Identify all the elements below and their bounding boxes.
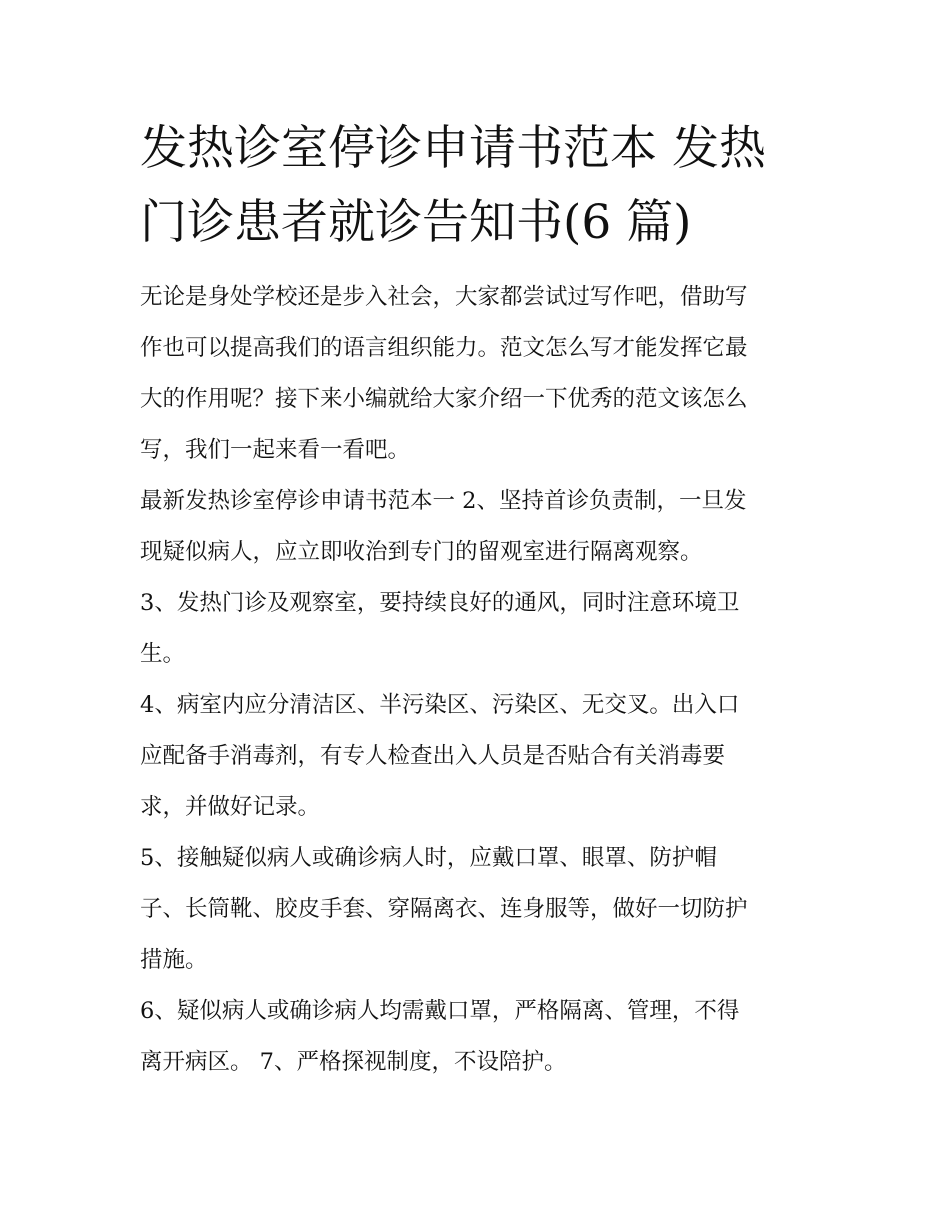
text-line: 离开病区。 7、严格探视制度，不设陪护。 bbox=[140, 1049, 567, 1075]
title-line: 门诊患者就诊告知书(6 篇) bbox=[140, 195, 692, 250]
text-line: 现疑似病人，应立即收治到专门的留观室进行隔离观察。 bbox=[140, 539, 703, 565]
text-line: 作也可以提高我们的语言组织能力。范文怎么写才能发挥它最 bbox=[140, 335, 748, 361]
text-line: 3、发热门诊及观察室，要持续良好的通风，同时注意环境卫 bbox=[140, 590, 740, 616]
title-line: 发热诊室停诊申请书范本 发热 bbox=[140, 121, 766, 176]
item-paragraph-2 bbox=[140, 476, 816, 578]
text-line: 最新发热诊室停诊申请书范本一 2、坚持首诊负责制，一旦发 bbox=[140, 488, 747, 514]
text-line: 4、病室内应分清洁区、半污染区、污染区、无交叉。出入口 bbox=[140, 692, 740, 718]
text-line: 写，我们一起来看一看吧。 bbox=[140, 437, 411, 463]
intro-paragraph bbox=[140, 272, 816, 476]
text-line: 应配备手消毒剂，有专人检查出入人员是否贴合有关消毒要 bbox=[140, 743, 726, 769]
item-paragraph-3 bbox=[140, 578, 816, 680]
item-paragraph-6 bbox=[140, 986, 816, 1088]
document-page bbox=[140, 112, 816, 1088]
document-body bbox=[140, 272, 816, 1088]
document-title bbox=[140, 112, 816, 260]
item-paragraph-4 bbox=[140, 680, 816, 833]
text-line: 无论是身处学校还是步入社会，大家都尝试过写作吧，借助写 bbox=[140, 284, 748, 310]
text-line: 5、接触疑似病人或确诊病人时，应戴口罩、眼罩、防护帽 bbox=[140, 845, 717, 871]
text-line: 求，并做好记录。 bbox=[140, 794, 321, 820]
text-line: 生。 bbox=[140, 641, 186, 667]
text-line: 子、长筒靴、胶皮手套、穿隔离衣、连身服等，做好一切防护 bbox=[140, 896, 748, 922]
item-paragraph-5 bbox=[140, 833, 816, 986]
text-line: 措施。 bbox=[140, 947, 208, 973]
text-line: 6、疑似病人或确诊病人均需戴口罩，严格隔离、管理，不得 bbox=[140, 998, 740, 1024]
text-line: 大的作用呢？接下来小编就给大家介绍一下优秀的范文该怎么 bbox=[140, 386, 748, 412]
